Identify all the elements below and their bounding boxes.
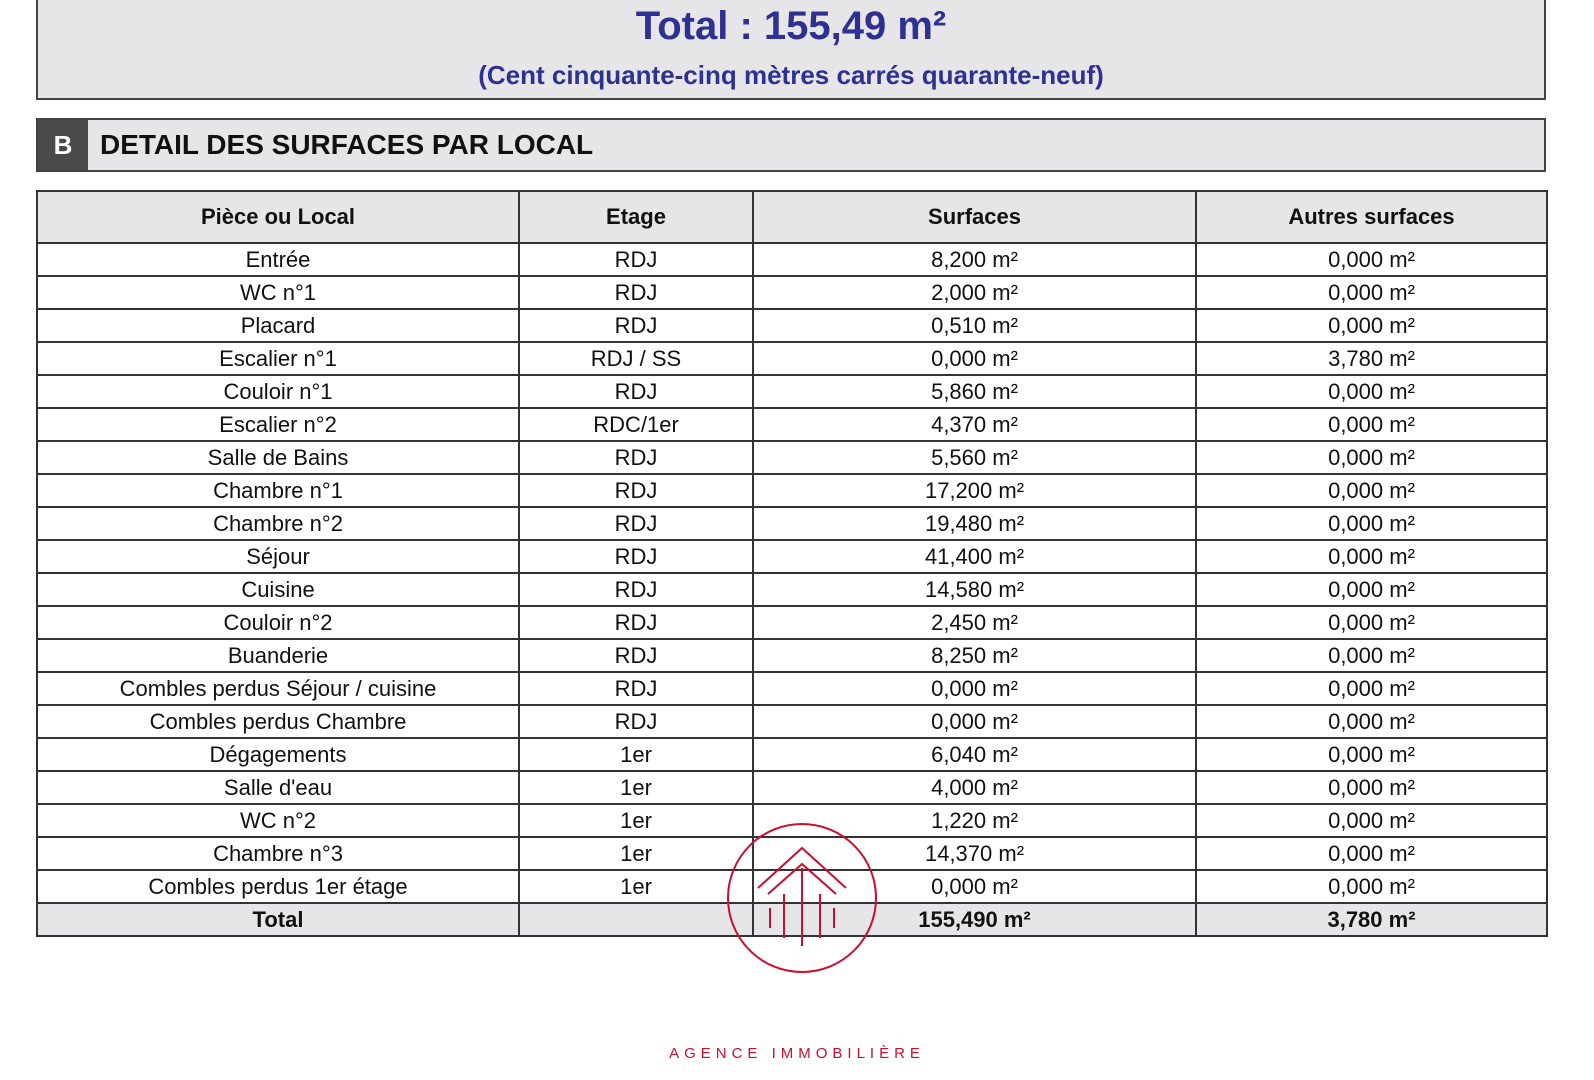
cell-surface: 0,000 m²: [753, 672, 1196, 705]
cell-floor: 1er: [519, 837, 753, 870]
cell-surface: 14,370 m²: [753, 837, 1196, 870]
total-summary-box: [36, 0, 1546, 100]
cell-surface: 5,860 m²: [753, 375, 1196, 408]
cell-room: WC n°2: [37, 804, 519, 837]
table-row: [37, 606, 1547, 639]
cell-other-surface: 0,000 m²: [1196, 441, 1547, 474]
table-row: [37, 639, 1547, 672]
table-row: [37, 408, 1547, 441]
cell-surface: 4,370 m²: [753, 408, 1196, 441]
table-row: [37, 276, 1547, 309]
table-row: [37, 771, 1547, 804]
cell-other-surface: 0,000 m²: [1196, 870, 1547, 903]
section-letter: B: [38, 120, 88, 170]
header-room: Pièce ou Local: [37, 191, 519, 243]
cell-other-surface: 0,000 m²: [1196, 672, 1547, 705]
total-cell-surface: 155,490 m²: [753, 903, 1196, 936]
table-row: [37, 441, 1547, 474]
table-header-row: [37, 191, 1547, 243]
cell-surface: 17,200 m²: [753, 474, 1196, 507]
table-row: [37, 375, 1547, 408]
cell-room: Couloir n°1: [37, 375, 519, 408]
cell-room: Combles perdus Chambre: [37, 705, 519, 738]
cell-room: Salle de Bains: [37, 441, 519, 474]
cell-floor: 1er: [519, 804, 753, 837]
table-row: [37, 837, 1547, 870]
total-area-in-words: (Cent cinquante-cinq mètres carrés quarante-neuf): [478, 60, 1104, 90]
cell-other-surface: 0,000 m²: [1196, 804, 1547, 837]
cell-surface: 2,000 m²: [753, 276, 1196, 309]
cell-floor: RDJ: [519, 309, 753, 342]
cell-other-surface: 0,000 m²: [1196, 573, 1547, 606]
cell-floor: RDJ: [519, 276, 753, 309]
cell-other-surface: 0,000 m²: [1196, 540, 1547, 573]
cell-surface: 0,000 m²: [753, 870, 1196, 903]
cell-room: Séjour: [37, 540, 519, 573]
table-row: [37, 738, 1547, 771]
cell-surface: 0,000 m²: [753, 705, 1196, 738]
cell-room: Buanderie: [37, 639, 519, 672]
cell-room: Combles perdus 1er étage: [37, 870, 519, 903]
cell-room: Entrée: [37, 243, 519, 276]
cell-surface: 8,250 m²: [753, 639, 1196, 672]
cell-other-surface: 3,780 m²: [1196, 342, 1547, 375]
cell-other-surface: 0,000 m²: [1196, 639, 1547, 672]
cell-other-surface: 0,000 m²: [1196, 771, 1547, 804]
header-floor: Etage: [519, 191, 753, 243]
table-row: [37, 804, 1547, 837]
cell-other-surface: 0,000 m²: [1196, 309, 1547, 342]
cell-room: Chambre n°3: [37, 837, 519, 870]
cell-room: Cuisine: [37, 573, 519, 606]
cell-floor: RDJ: [519, 441, 753, 474]
table-row: [37, 474, 1547, 507]
total-cell-other-surface: 3,780 m²: [1196, 903, 1547, 936]
total-cell-floor: [519, 903, 753, 936]
cell-surface: 4,000 m²: [753, 771, 1196, 804]
header-other-surfaces: Autres surfaces: [1196, 191, 1547, 243]
table-row: [37, 672, 1547, 705]
cell-surface: 6,040 m²: [753, 738, 1196, 771]
cell-floor: RDJ: [519, 243, 753, 276]
table-row: [37, 540, 1547, 573]
cell-floor: RDJ: [519, 672, 753, 705]
cell-other-surface: 0,000 m²: [1196, 837, 1547, 870]
cell-other-surface: 0,000 m²: [1196, 375, 1547, 408]
cell-surface: 1,220 m²: [753, 804, 1196, 837]
cell-surface: 8,200 m²: [753, 243, 1196, 276]
table-row: [37, 243, 1547, 276]
cell-other-surface: 0,000 m²: [1196, 606, 1547, 639]
cell-surface: 41,400 m²: [753, 540, 1196, 573]
section-header: [36, 118, 1546, 172]
cell-floor: RDJ: [519, 705, 753, 738]
cell-surface: 0,000 m²: [753, 342, 1196, 375]
table-row: [37, 705, 1547, 738]
cell-room: WC n°1: [37, 276, 519, 309]
cell-other-surface: 0,000 m²: [1196, 243, 1547, 276]
table-row: [37, 507, 1547, 540]
table-body: [37, 243, 1547, 936]
cell-room: Placard: [37, 309, 519, 342]
cell-room: Salle d'eau: [37, 771, 519, 804]
cell-floor: 1er: [519, 870, 753, 903]
cell-other-surface: 0,000 m²: [1196, 738, 1547, 771]
cell-floor: 1er: [519, 771, 753, 804]
total-area-title: Total : 155,49 m²: [635, 4, 947, 48]
cell-other-surface: 0,000 m²: [1196, 474, 1547, 507]
cell-floor: RDJ / SS: [519, 342, 753, 375]
cell-room: Chambre n°1: [37, 474, 519, 507]
cell-floor: RDJ: [519, 507, 753, 540]
cell-surface: 14,580 m²: [753, 573, 1196, 606]
cell-room: Dégagements: [37, 738, 519, 771]
cell-other-surface: 0,000 m²: [1196, 276, 1547, 309]
cell-surface: 19,480 m²: [753, 507, 1196, 540]
cell-surface: 5,560 m²: [753, 441, 1196, 474]
cell-room: Combles perdus Séjour / cuisine: [37, 672, 519, 705]
cell-floor: RDJ: [519, 606, 753, 639]
cell-room: Chambre n°2: [37, 507, 519, 540]
total-cell-room: Total: [37, 903, 519, 936]
cell-floor: 1er: [519, 738, 753, 771]
section-title: DETAIL DES SURFACES PAR LOCAL: [100, 129, 594, 160]
cell-floor: RDJ: [519, 540, 753, 573]
cell-surface: 2,450 m²: [753, 606, 1196, 639]
cell-other-surface: 0,000 m²: [1196, 705, 1547, 738]
table-row: [37, 870, 1547, 903]
surfaces-table: [36, 190, 1548, 937]
table-total-row: [37, 903, 1547, 936]
cell-room: Couloir n°2: [37, 606, 519, 639]
cell-floor: RDJ: [519, 639, 753, 672]
table-row: [37, 342, 1547, 375]
table-row: [37, 309, 1547, 342]
cell-room: Escalier n°2: [37, 408, 519, 441]
cell-other-surface: 0,000 m²: [1196, 507, 1547, 540]
cell-surface: 0,510 m²: [753, 309, 1196, 342]
cell-room: Escalier n°1: [37, 342, 519, 375]
cell-floor: RDJ: [519, 573, 753, 606]
cell-floor: RDJ: [519, 375, 753, 408]
cell-floor: RDC/1er: [519, 408, 753, 441]
header-surfaces: Surfaces: [753, 191, 1196, 243]
agency-footer: AGENCE IMMOBILIÈRE: [669, 1045, 925, 1062]
table-row: [37, 573, 1547, 606]
cell-other-surface: 0,000 m²: [1196, 408, 1547, 441]
cell-floor: RDJ: [519, 474, 753, 507]
